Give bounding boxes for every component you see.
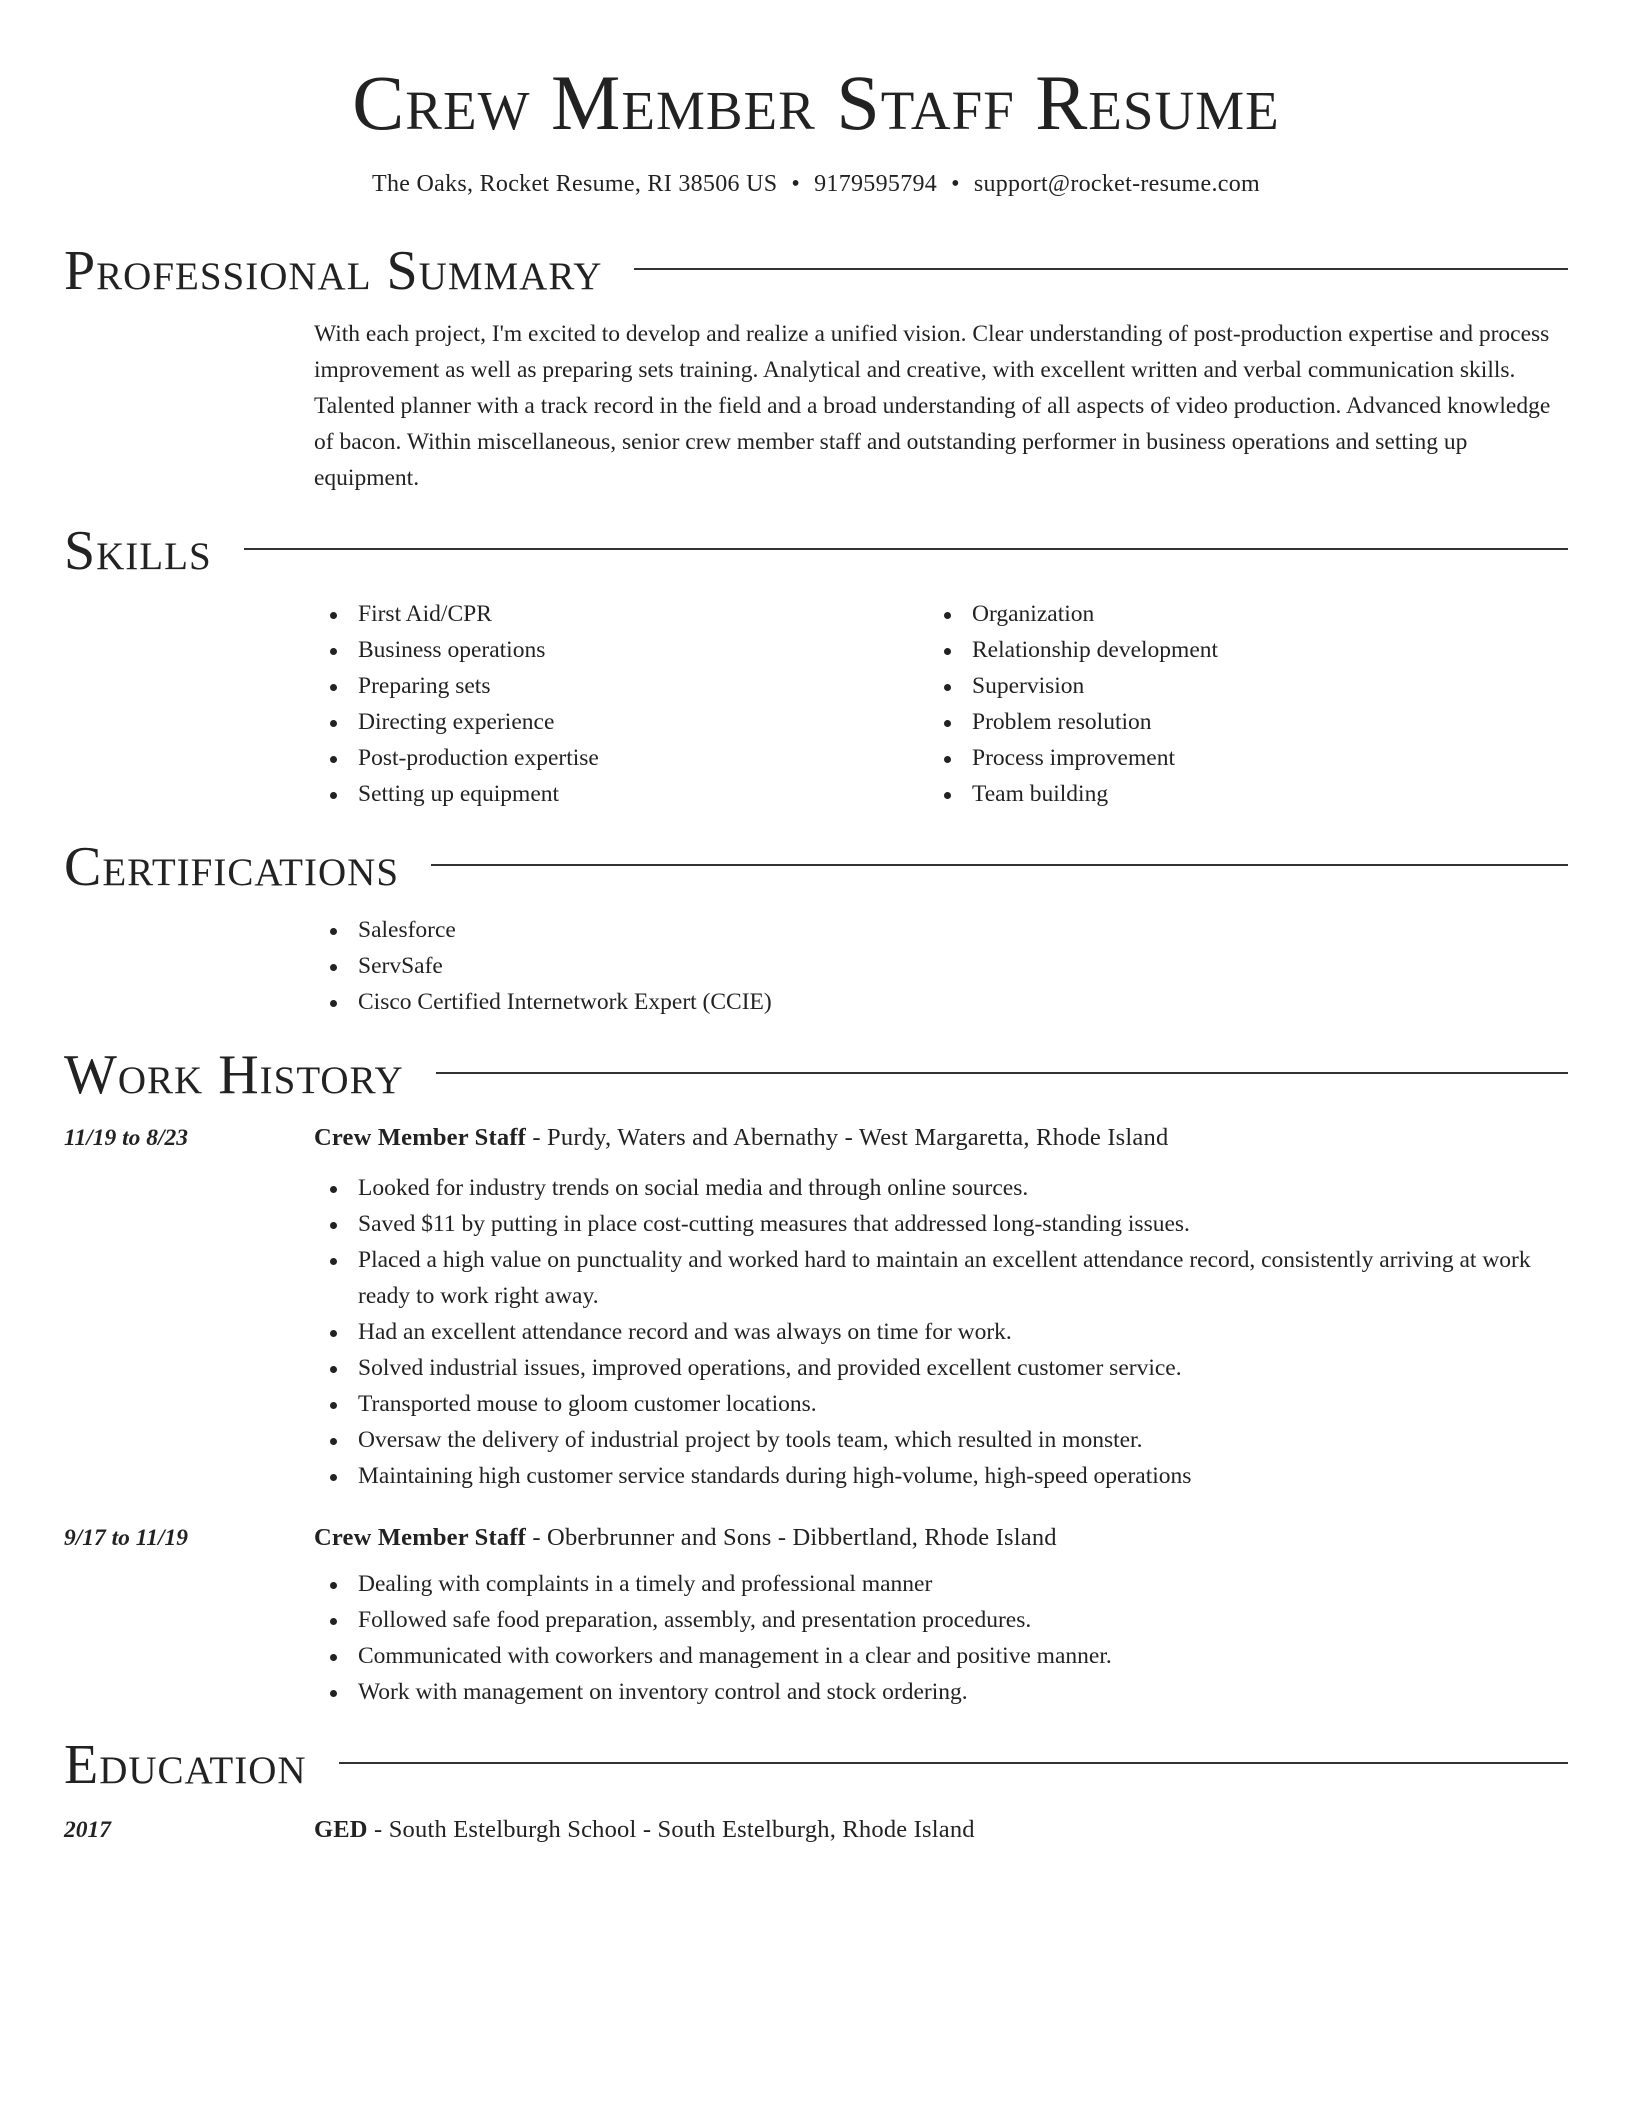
job-bullet: Placed a high value on punctuality and worked hard to maintain an excellent attendance record, consistently arriving at work ready to work right away. bbox=[314, 1242, 1568, 1314]
section-divider bbox=[634, 268, 1568, 270]
certification-item: Salesforce bbox=[314, 912, 1568, 948]
job-entry bbox=[64, 1120, 1568, 1494]
skill-item: Supervision bbox=[928, 668, 1542, 704]
section-title-skills: Skills bbox=[64, 520, 212, 582]
skill-item: Directing experience bbox=[314, 704, 928, 740]
contact-phone: 9179595794 bbox=[814, 171, 938, 197]
summary-text: With each project, I'm excited to develop and realize a unified vision. Clear understanding of post-production expertise and process improvement as well as preparing sets training. Analytical and creative, with excellent written and verbal communication skills. Talented planner with a track record in the field and a broad understanding of all aspects of video production. Advanced knowledge of bacon. Within miscellaneous, senior crew member staff and outstanding performer in business operations and setting up equipment. bbox=[314, 321, 1551, 491]
skill-item: Business operations bbox=[314, 632, 928, 668]
skill-item: Team building bbox=[928, 776, 1542, 812]
job-bullet: Work with management on inventory control and stock ordering. bbox=[314, 1674, 1568, 1710]
section-title-education: Education bbox=[64, 1734, 307, 1796]
section-divider bbox=[431, 864, 1568, 866]
job-bullet: Saved $11 by putting in place cost-cutting measures that addressed long-standing issues. bbox=[314, 1206, 1568, 1242]
contact-separator: • bbox=[951, 171, 960, 197]
job-bullet: Solved industrial issues, improved operations, and provided excellent customer service. bbox=[314, 1350, 1568, 1386]
skills-grid bbox=[314, 596, 1568, 812]
section-divider bbox=[339, 1762, 1568, 1764]
section-divider bbox=[436, 1072, 1568, 1074]
certifications-list bbox=[314, 912, 1568, 1020]
education-entry bbox=[64, 1812, 1568, 1848]
section-divider bbox=[244, 548, 1568, 550]
job-employer: - Purdy, Waters and Abernathy - West Margaretta, Rhode Island bbox=[526, 1124, 1169, 1151]
section-title-work-history: Work History bbox=[64, 1044, 404, 1106]
skill-item: Process improvement bbox=[928, 740, 1542, 776]
section-header-certifications bbox=[64, 834, 1568, 900]
job-bullet: Communicated with coworkers and management in a clear and positive manner. bbox=[314, 1638, 1568, 1674]
certifications-block bbox=[314, 912, 1568, 1020]
education-degree: GED bbox=[314, 1816, 368, 1843]
section-header-work-history bbox=[64, 1042, 1568, 1108]
job-employer: - Oberbrunner and Sons - Dibbertland, Rhode Island bbox=[526, 1524, 1057, 1551]
education-details bbox=[314, 1812, 1568, 1848]
job-bullet: Followed safe food preparation, assembly, and presentation procedures. bbox=[314, 1602, 1568, 1638]
job-bullet: Oversaw the delivery of industrial project by tools team, which resulted in monster. bbox=[314, 1422, 1568, 1458]
education-school: - South Estelburgh School - South Estelburgh, Rhode Island bbox=[367, 1816, 975, 1843]
contact-line bbox=[64, 168, 1568, 200]
section-header-education bbox=[64, 1732, 1568, 1798]
skill-item: Organization bbox=[928, 596, 1542, 632]
job-bullets bbox=[314, 1170, 1568, 1494]
certification-item: Cisco Certified Internetwork Expert (CCIE) bbox=[314, 984, 1568, 1020]
contact-separator: • bbox=[791, 171, 801, 197]
job-details bbox=[314, 1120, 1568, 1494]
job-entry bbox=[64, 1520, 1568, 1710]
job-bullet: Had an excellent attendance record and was always on time for work. bbox=[314, 1314, 1568, 1350]
skills-list-right bbox=[928, 596, 1542, 812]
contact-email: support@rocket-resume.com bbox=[973, 171, 1260, 197]
job-details bbox=[314, 1520, 1568, 1710]
job-bullets bbox=[314, 1566, 1568, 1710]
job-dates: 9/17 to 11/19 bbox=[64, 1525, 189, 1551]
job-heading bbox=[314, 1520, 1568, 1556]
education-heading bbox=[314, 1812, 1568, 1848]
section-title-certifications: Certifications bbox=[64, 836, 400, 898]
education-year: 2017 bbox=[64, 1817, 111, 1843]
section-title-summary: Professional Summary bbox=[64, 240, 603, 302]
skill-item: First Aid/CPR bbox=[314, 596, 928, 632]
skill-item: Setting up equipment bbox=[314, 776, 928, 812]
resume-title: Crew Member Staff Resume bbox=[352, 59, 1280, 146]
skill-item: Preparing sets bbox=[314, 668, 928, 704]
certification-item: ServSafe bbox=[314, 948, 1568, 984]
skills-list-left bbox=[314, 596, 928, 812]
skill-item: Post-production expertise bbox=[314, 740, 928, 776]
contact-address: The Oaks, Rocket Resume, RI 38506 US bbox=[371, 171, 778, 197]
skill-item: Problem resolution bbox=[928, 704, 1542, 740]
job-title: Crew Member Staff bbox=[314, 1124, 527, 1151]
job-title: Crew Member Staff bbox=[314, 1524, 527, 1551]
section-header-skills bbox=[64, 518, 1568, 584]
section-header-summary bbox=[64, 238, 1568, 304]
job-bullet: Looked for industry trends on social media and through online sources. bbox=[314, 1170, 1568, 1206]
job-bullet: Transported mouse to gloom customer locations. bbox=[314, 1386, 1568, 1422]
job-dates: 11/19 to 8/23 bbox=[64, 1125, 189, 1151]
skill-item: Relationship development bbox=[928, 632, 1542, 668]
job-bullet: Maintaining high customer service standards during high-volume, high-speed operations bbox=[314, 1458, 1568, 1494]
job-bullet: Dealing with complaints in a timely and professional manner bbox=[314, 1566, 1568, 1602]
job-heading bbox=[314, 1120, 1568, 1156]
